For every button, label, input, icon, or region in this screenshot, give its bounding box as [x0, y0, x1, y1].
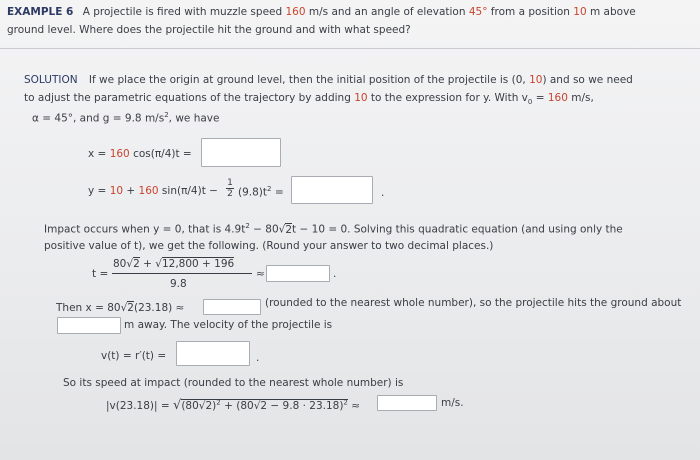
solution-line-3: α = 45°, and g = 9.8 $m/s^2$, we have — [32, 111, 220, 125]
distance-input[interactable] — [57, 317, 121, 334]
initial-height: 10 — [573, 6, 587, 18]
t-denominator: 9.8 — [170, 278, 187, 290]
speed-unit: m/s. — [441, 397, 464, 409]
velocity-input[interactable] — [176, 341, 250, 366]
impact-line-1: Impact occurs when y = 0, that is $4.9t^2 - 80√2t - 10 = 0$. Solving this quadratic equation (and using only the — [44, 222, 623, 236]
then-line: Then x = 80√2(23.18) ≈ — [56, 302, 185, 314]
example-line-2: ground level. Where does the projectile hit the ground and with what speed? — [7, 24, 411, 36]
then-away-text: m away. The velocity of the projectile is — [124, 319, 333, 331]
velocity-label: v(t) = r′(t) = — [101, 350, 167, 362]
t-equals: t = — [92, 268, 109, 280]
example-label: EXAMPLE 6 — [7, 6, 74, 18]
speed-line: So its speed at impact (rounded to the nearest whole number) is — [63, 377, 404, 389]
period-3: . — [256, 352, 260, 364]
speed-equation: $|v(23.18)| = √(80√2)^2 + (80√2 - 9.8 \cdot 23.18)^2$ ≈ — [106, 398, 361, 413]
example-line-1: EXAMPLE 6 A projectile is fired with muzzle speed 160 m/s and an angle of elevation 45° from a position 10 m above — [7, 6, 636, 18]
period-2: . — [333, 268, 337, 280]
equation-x: x = 160 cos(π/4)t = — [88, 148, 192, 160]
x-expression-input[interactable] — [201, 138, 281, 167]
t-approx: ≈ — [256, 268, 265, 280]
x-value-input[interactable] — [203, 299, 261, 315]
solution-line-1: SOLUTION If we place the origin at ground level, then the initial position of the projectile is (0, 10) and so we need — [24, 74, 633, 86]
solution-line-2: to adjust the parametric equations of the trajectory by adding 10 to the expression for y. With $v_0 = 160$ m/s, — [24, 92, 594, 107]
period: . — [381, 187, 385, 199]
solution-label: SOLUTION — [24, 74, 78, 86]
speed-input[interactable] — [377, 395, 437, 411]
impact-line-2: positive value of t), we get the following. (Round your answer to two decimal places.) — [44, 240, 494, 252]
muzzle-speed: 160 — [285, 6, 306, 18]
t-value-input[interactable] — [266, 265, 330, 282]
t-fraction-bar — [112, 273, 252, 274]
half-fraction: 1 2 — [227, 178, 233, 199]
t-numerator: 80√2 + √12,800 + 196 — [113, 258, 235, 270]
then-rounded-text: (rounded to the nearest whole number), so the projectile hits the ground about — [265, 297, 682, 309]
sqrt-sign: √ — [278, 223, 286, 236]
equation-y-tail: $(9.8)t^2$ = — [238, 185, 284, 199]
equation-y: y = 10 + 160 sin(π/4)t − — [88, 185, 218, 197]
elevation-angle: 45° — [468, 6, 488, 18]
divider — [0, 48, 700, 49]
y-expression-input[interactable] — [291, 176, 373, 204]
